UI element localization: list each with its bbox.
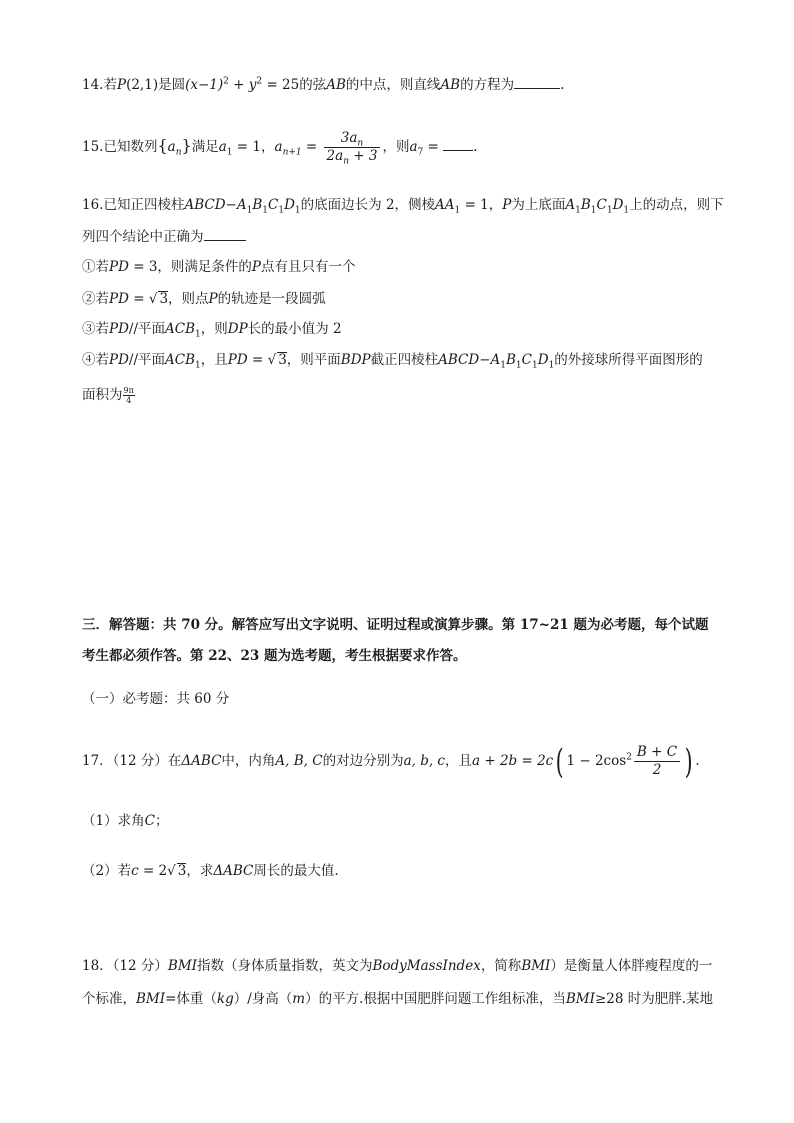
opt3-a: ③若 xyxy=(82,321,109,337)
pd-2: PD xyxy=(227,352,248,368)
angle-fraction xyxy=(634,744,680,779)
q15-text: 已知数列 xyxy=(103,139,158,155)
unit-kg: kg xyxy=(216,991,234,1007)
point-p: P xyxy=(251,259,261,275)
area-label: 面积为 xyxy=(82,387,123,403)
point-p: P xyxy=(208,291,218,307)
opt4-c: ，且 xyxy=(200,352,228,368)
opt2-a: ②若 xyxy=(82,291,109,307)
opt4-a: ④若 xyxy=(82,352,109,368)
bmi-4: BMI xyxy=(565,991,595,1007)
part2-eq: = 2 xyxy=(138,863,168,879)
part1-b: ； xyxy=(154,813,169,829)
q16-line-2-text: 列四个结论中正确为 xyxy=(82,229,204,245)
q14-text: 若 xyxy=(103,77,117,93)
opt1-b: = 3，则满足条件的 xyxy=(128,259,252,275)
sqrt-3: 3 xyxy=(278,352,287,368)
q14-text-5: 的方程为 xyxy=(460,77,515,93)
question-17-part-1 xyxy=(82,812,168,830)
triangle-abc: ΔABC xyxy=(181,753,222,769)
circle-eq-part-2: + y xyxy=(228,77,257,93)
a1-eq: = 1， xyxy=(232,139,275,155)
opt2-b: = xyxy=(128,291,149,307)
angle-c: C xyxy=(144,813,155,829)
side-c: c xyxy=(131,863,139,879)
q18-line2-a: 个标准， xyxy=(82,991,136,1007)
q14-text-2: 是圆 xyxy=(158,77,186,93)
opt3-d: 长的最小值为 2 xyxy=(247,321,342,337)
opt4-f: 截正四棱柱 xyxy=(370,352,439,368)
one-minus-cos: 1 − 2cos xyxy=(566,753,627,769)
section-3-heading-line-2 xyxy=(82,647,466,665)
q14-end: . xyxy=(560,77,565,93)
question-16-line-2 xyxy=(82,228,246,246)
section-3-sub xyxy=(82,690,229,708)
pd: PD xyxy=(109,352,129,368)
q15-number: 15. xyxy=(82,139,104,155)
bmi-3: BMI xyxy=(136,991,166,1007)
an1-symbol: a xyxy=(274,139,283,155)
plane-bdp: BDP xyxy=(340,352,371,368)
bmi-en: BodyMassIndex xyxy=(372,958,481,974)
sides: a, b, c xyxy=(403,753,445,769)
pd: PD xyxy=(109,291,129,307)
opt1-c: 点有且只有一个 xyxy=(261,259,356,275)
triangle-abc: ΔABC xyxy=(213,863,254,879)
a1-symbol: a xyxy=(218,139,227,155)
angles: A, B, C xyxy=(275,753,323,769)
opt3-b: //平面 xyxy=(128,321,166,337)
seq-a: $a_n$ xyxy=(167,139,182,158)
brace-open: { xyxy=(157,136,168,155)
option-4: ④若PD//平面$ACB_1$，且PD = √ 3，则平面BDP截正四棱柱$ABCD-A_1B_1C_1D_1$的外接球所得平面图形的 xyxy=(82,352,703,371)
q16-text-5: 上的动点，则下 xyxy=(629,197,724,213)
bmi-2: BMI xyxy=(521,958,551,974)
question-17-part-2: （2）若c = 2√ 3，求ΔABC周长的最大值. xyxy=(82,863,339,879)
q18-d: ）是衡量人体胖瘦程度的一 xyxy=(550,958,713,974)
option-1 xyxy=(82,258,356,276)
question-18-line-1 xyxy=(82,957,712,975)
q17-c: 的对边分别为 xyxy=(322,753,404,769)
a7-eq: = xyxy=(423,139,444,155)
q15-text-3: ，则 xyxy=(382,139,410,155)
part2-a: （2）若 xyxy=(82,863,132,879)
opt4-e: ，则平面 xyxy=(286,352,341,368)
q18-line2-c: ）/身高（ xyxy=(233,991,293,1007)
point-p: P xyxy=(116,77,127,93)
q16-prefix: 16.已知正四棱柱 xyxy=(82,197,185,213)
sqrt-3: 3 xyxy=(177,863,187,879)
section3-line1: 三．解答题：共 70 分。解答应写出文字说明、证明过程或演算步骤。第 17~21 题为必考题，每个试题 xyxy=(82,617,709,633)
q14-text-3: 的弦 xyxy=(299,77,327,93)
answer-blank xyxy=(204,228,246,241)
q16-text-4: 为上底面 xyxy=(511,197,566,213)
area-den: 4 xyxy=(126,396,132,405)
pd: PD xyxy=(109,259,129,275)
part2-b: ，求 xyxy=(186,863,214,879)
opt4-b: //平面 xyxy=(128,352,166,368)
paren-close: ) xyxy=(684,741,693,782)
area-num: 9π xyxy=(123,386,134,395)
circle-eq-part: (x−1) xyxy=(185,77,224,93)
bmi: BMI xyxy=(167,958,197,974)
q15-text-2: 满足 xyxy=(191,139,219,155)
option-3: ③若PD//平面$ACB_1$，则DP长的最小值为 2 xyxy=(82,321,342,340)
frac-den-2: + 3 xyxy=(348,148,378,164)
q15-end: . xyxy=(473,139,478,155)
frac-num: 3a xyxy=(340,130,358,146)
opt3-c: ，则 xyxy=(200,321,228,337)
q18-line2-e: ≥28 时为肥胖.某地 xyxy=(594,991,714,1007)
pd: PD xyxy=(109,321,129,337)
q18-b: 指数（身体质量指数，英文为 xyxy=(196,958,373,974)
q18-line2-d: ）的平方.根据中国肥胖问题工作组标准，当 xyxy=(305,991,566,1007)
paren-open: ( xyxy=(555,741,564,782)
opt2-d: 的轨迹是一段圆弧 xyxy=(217,291,326,307)
part2-d: 周长的最大值. xyxy=(253,863,339,879)
q17-b: 中，内角 xyxy=(221,753,276,769)
answer-blank xyxy=(443,138,473,151)
q17-a: 17．（12 分）在 xyxy=(82,753,182,769)
recurrence-fraction: $\frac{3a_n}{2a_n + 3}$ xyxy=(324,130,381,165)
plane-acb1: ACB xyxy=(165,352,196,368)
eq-left: a + 2b = 2c xyxy=(472,753,554,769)
q18-a: 18．（12 分） xyxy=(82,958,168,974)
section3-sub-text: （一）必考题：共 60 分 xyxy=(82,691,230,707)
area-fraction xyxy=(123,386,135,405)
answer-blank xyxy=(514,76,560,89)
opt4-g: 的外接球所得平面图形的 xyxy=(554,352,703,368)
q16-text-3: = 1， xyxy=(460,197,503,213)
plane-acb1: ACB xyxy=(165,321,196,337)
frac-num: B + C xyxy=(634,744,680,762)
brace-close: } xyxy=(181,136,192,155)
prism-name: ABCD−A xyxy=(438,352,501,368)
option-2: ②若PD = √ 3，则点P的轨迹是一段圆弧 xyxy=(82,291,326,307)
q14-number: 14. xyxy=(82,77,104,93)
point-coords: (2,1) xyxy=(126,77,159,93)
q17-end: . xyxy=(695,753,700,769)
line-ab: AB xyxy=(440,77,461,93)
edge-aa1: AA xyxy=(435,197,455,213)
chord-ab: AB xyxy=(326,77,346,93)
option-4-cont xyxy=(82,384,135,406)
opt2-c: ，则点 xyxy=(168,291,209,307)
q16-text-2: 的底面边长为 2，侧棱 xyxy=(300,197,436,213)
frac-den: 2a xyxy=(326,148,344,164)
circle-eq-part-3: = 25 xyxy=(262,77,300,93)
opt4-d: = xyxy=(247,352,268,368)
q14-text-4: 的中点，则直线 xyxy=(345,77,441,93)
q17-d: ，且 xyxy=(445,753,472,769)
question-16-line-1: 16.已知正四棱柱$ABCD-A_1B_1C_1D_1$的底面边长为 2，侧棱$AA_1 = 1$，P为上底面$A_1B_1C_1D_1$上的动点，则下 xyxy=(82,197,724,216)
dp: DP xyxy=(227,321,248,337)
sqrt-3: 3 xyxy=(159,291,169,307)
q18-line2-b: =体重（ xyxy=(165,991,217,1007)
prism-name: ABCD−A xyxy=(184,197,247,213)
frac-den: 2 xyxy=(652,762,662,778)
section3-line2: 考生都必须作答。第 22、23 题为选考题，考生根据要求作答。 xyxy=(82,648,467,664)
question-17: 17．（12 分）在ΔABC中，内角A, B, C的对边分别为a, b, c，且a + 2b = 2c( $1 - 2\cos^2$ $\frac{B + C}{2}$ ) . xyxy=(82,741,700,782)
q18-c: ，简称 xyxy=(480,958,522,974)
opt1-a: ①若 xyxy=(82,259,109,275)
question-18-line-2 xyxy=(82,990,713,1008)
unit-m: m xyxy=(292,991,306,1007)
question-15: 15.已知数列$\{a_n\}$满足$a_1 = 1$，$a_{n+1}$ = $\frac{3a_n}{2a_n + 3}$ ，则$a_7$ = . xyxy=(82,130,478,167)
question-14: 14.若P(2,1)是圆$(x-1)^2 + y^2 = 25$的弦AB的中点，则直线AB的方程为 . xyxy=(82,76,565,93)
part1-a: （1）求角 xyxy=(82,813,145,829)
point-p: P xyxy=(502,197,512,213)
section-3-heading-line-1 xyxy=(82,616,708,634)
a7-symbol: a xyxy=(409,139,418,155)
